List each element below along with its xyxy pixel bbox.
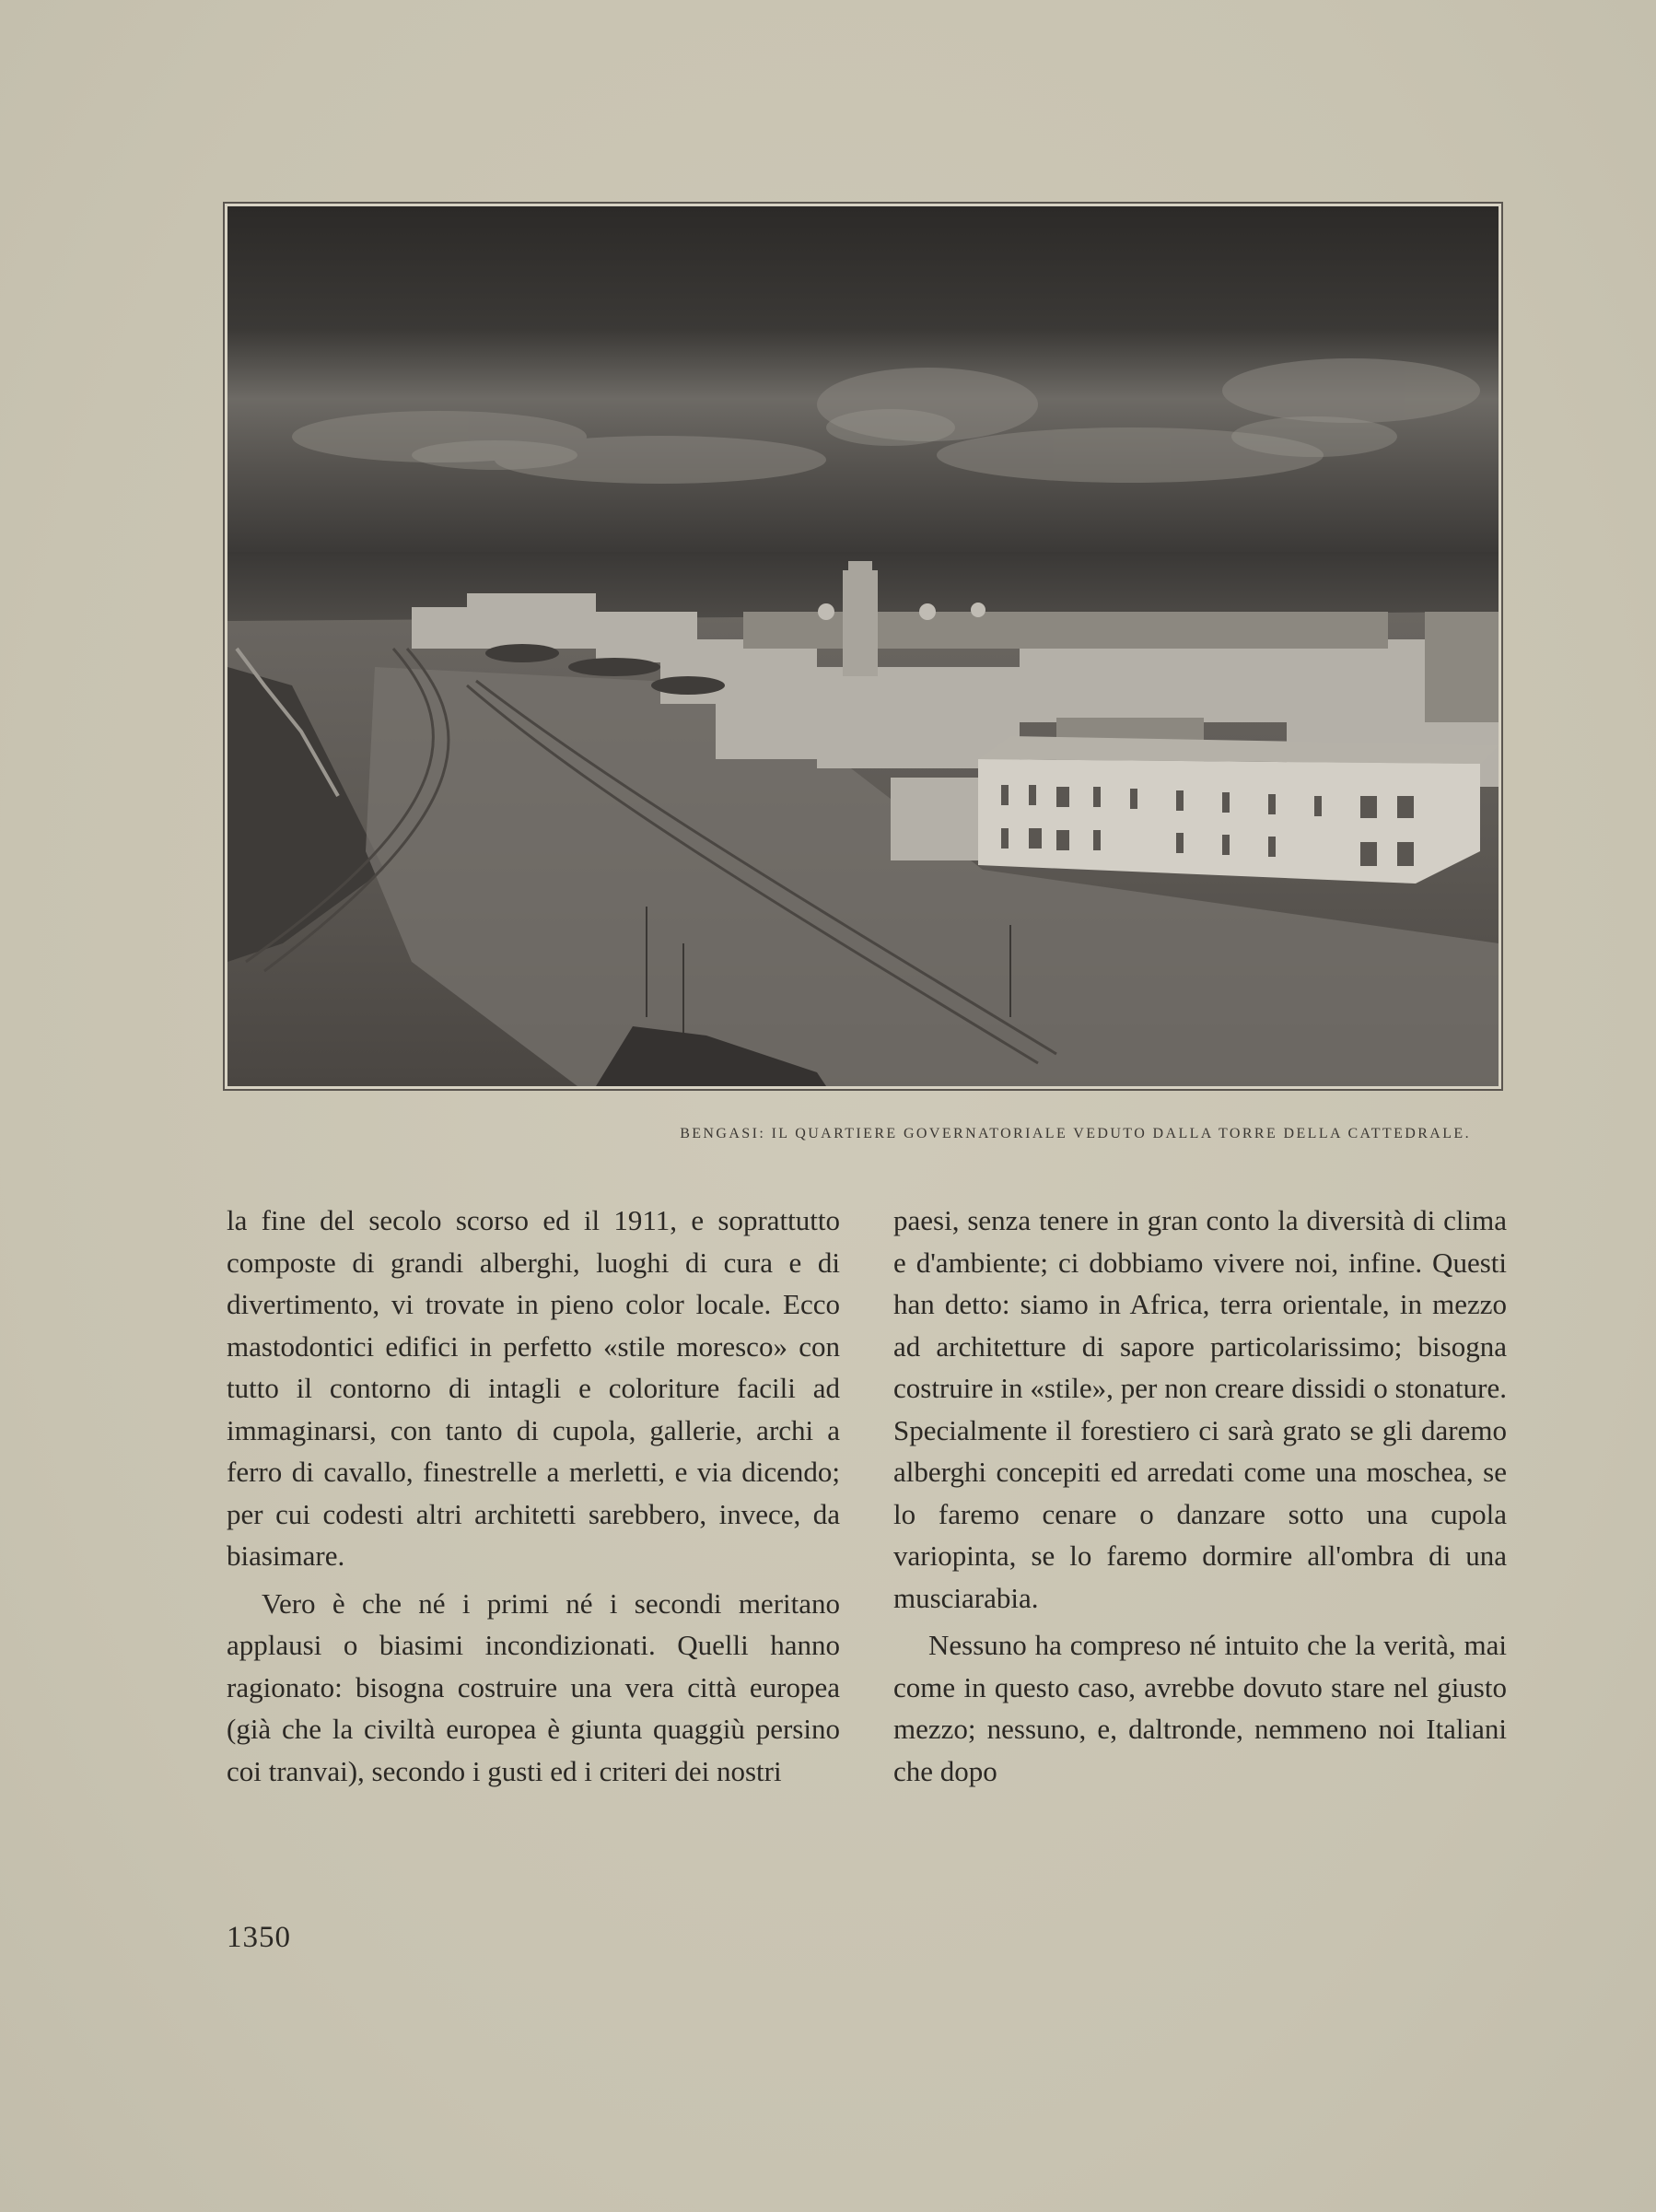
photo-caption: BENGASI: IL QUARTIERE GOVERNATORIALE VEDUTO DALLA TORRE DELLA CATTEDRALE. [680,1126,1471,1141]
right-column [893,1200,1507,1792]
left-column [227,1200,840,1792]
paragraph: la fine del secolo scorso ed il 1911, e soprattutto composte di grandi alberghi, luoghi di cura e di divertimento, vi trovate in pieno color locale. Ecco mastodontici edifici in perfetto «stile moresco» con tutto il contorno di intagli e coloriture facili ad immaginarsi, con tanto di cupola, gallerie, archi a ferro di cavallo, finestrelle a merletti, e via dicendo; per cui codesti altri architetti sarebbero, invece, da biasimare. [227,1204,840,1572]
photograph-icon [227,206,1499,1086]
paragraph: paesi, senza tenere in gran conto la diversità di clima e d'ambiente; ci dobbiamo vivere noi, infine. Questi han detto: siamo in Africa, terra orientale, in mezzo ad architetture di sapore particolarissimo; bisogna costruire in «stile», per non creare dissidi o stonature. Specialmente il forestiero ci sarà grato se gli daremo alberghi concepiti ed arredati come una moschea, se lo faremo cenare o danzare sotto una cupola variopinta, se lo faremo dormire all'ombra di una musciarabia. [893,1204,1507,1614]
page-number: 1350 [227,1921,291,1954]
paragraph: Vero è che né i primi né i secondi meritano applausi o biasimi incondizionati. Quelli hanno ragionato: bisogna costruire una vera città europea (già che la civiltà europea è giunta quaggiù persino coi tranvai), secondo i gusti ed i criteri dei nostri [227,1586,840,1787]
paragraph: Nessuno ha compreso né intuito che la verità, mai come in questo caso, avrebbe dovuto stare nel giusto mezzo; nessuno, e, daltronde, nemmeno noi Italiani che dopo [893,1629,1507,1787]
photo-plate [223,202,1503,1091]
